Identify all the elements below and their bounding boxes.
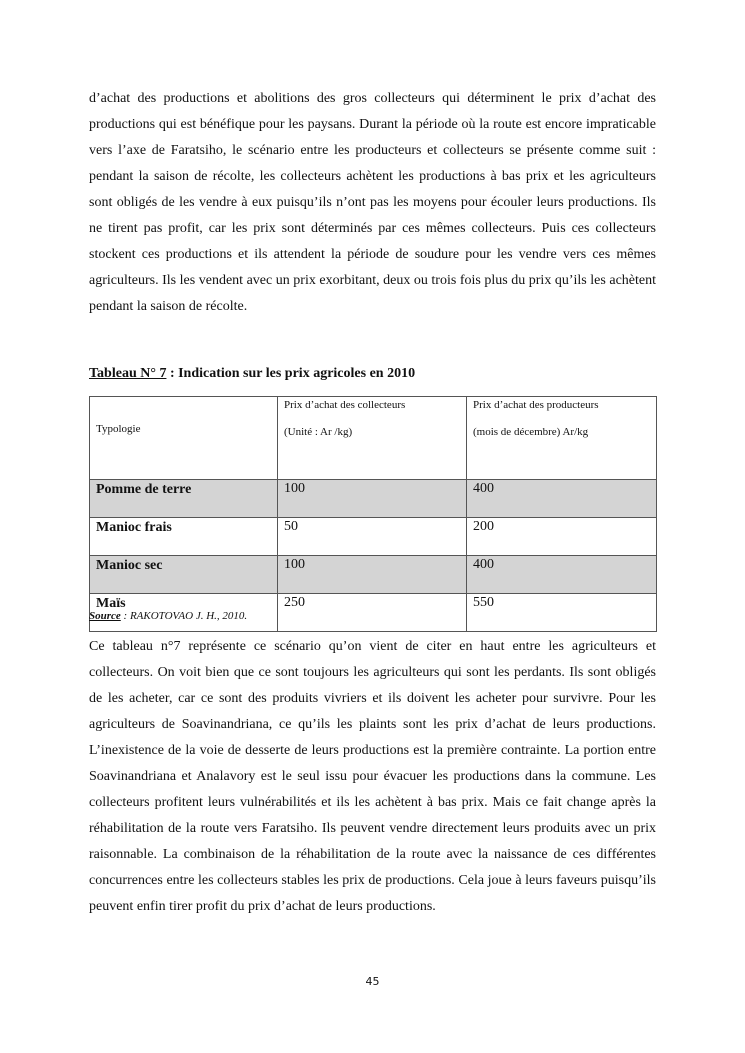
header-producers-line2: (mois de décembre) Ar/kg (473, 426, 589, 438)
table-row (90, 518, 657, 556)
source-text: : RAKOTOVAO J. H., 2010. (120, 610, 248, 622)
row-label: Maïs (90, 594, 278, 632)
table-source (89, 610, 247, 622)
table-caption-number: Tableau N° 7 (89, 366, 167, 381)
row-producers-price: 400 (467, 556, 657, 594)
table-header-row (90, 397, 657, 480)
table-caption-title: : Indication sur les prix agricoles en 2010 (166, 366, 416, 381)
row-collectors-price: 50 (278, 518, 467, 556)
row-collectors-price: 100 (278, 480, 467, 518)
table-caption (89, 366, 415, 382)
table-row (90, 556, 657, 594)
header-producers-price (467, 397, 657, 480)
header-producers-line1: Prix d’achat des producteurs (473, 399, 599, 411)
body-paragraph-2: Ce tableau n°7 représente ce scénario qu’on vient de citer en haut entre les agriculteurs et collecteurs. On voit bien que ce sont toujours les agriculteurs qui sont les perdants. Ils sont obligés de les acheter, car ce sont des produits vivriers et ils doivent les acheter pour survivre. Pour les agriculteurs de Soavinandriana, ce qu’ils les plaints sont les prix d’achat de leurs productions. L’inexistence de la voie de desserte de leurs productions est la première contrainte. La portion entre Soavinandriana et Analavory est le seul issu pour évacuer les productions dans la commune. Les collecteurs profitent leurs vulnérabilités et ils les achètent à bas prix. Mais ce fait change après la réhabilitation de la route vers Faratsiho. Ils peuvent vendre directement leurs produits avec un prix raisonnable. La combinaison de la réhabilitation de la route avec la naissance de ces différentes concurrences entre les collecteurs stables les prix de productions. Cela joue à leurs faveurs puisqu’ils peuvent enfin tirer profit du prix d’achat de leurs productions. (89, 639, 656, 914)
body-paragraph-1: d’achat des productions et abolitions des gros collecteurs qui déterminent le prix d’achat des productions qui est bénéfique pour les paysans. Durant la période où la route est encore impraticable vers l’axe de Faratsiho, le scénario entre les producteurs et collecteurs se présente comme suit : pendant la saison de récolte, les collecteurs achètent les productions à bas prix et les agriculteurs sont obligés de les vendre à eux puisqu’ils n’ont pas les moyens pour écouler leurs productions. Ils ne tirent pas profit, car les prix sont déterminés par ces mêmes collecteurs. Puis ces collecteurs stockent ces productions et ils attendent la période de soudure pour les vendre vers ces mêmes agriculteurs. Ils les vendent avec un prix exorbitant, deux ou trois fois plus du prix qu’ils les achètent pendant la saison de récolte. (89, 91, 656, 314)
row-producers-price: 550 (467, 594, 657, 632)
price-table (89, 396, 657, 632)
header-collectors-line1: Prix d’achat des collecteurs (284, 399, 406, 411)
row-collectors-price: 100 (278, 556, 467, 594)
source-label: Source (89, 610, 121, 622)
header-collectors-line2: (Unité : Ar /kg) (284, 426, 353, 438)
page-number: 45 (365, 975, 380, 988)
row-producers-price: 200 (467, 518, 657, 556)
table-row (90, 480, 657, 518)
row-collectors-price: 250 (278, 594, 467, 632)
row-producers-price: 400 (467, 480, 657, 518)
row-label: Manioc sec (90, 556, 278, 594)
row-label: Pomme de terre (90, 480, 278, 518)
row-label: Manioc frais (90, 518, 278, 556)
header-collectors-price (278, 397, 467, 480)
header-typology: Typologie (90, 397, 278, 480)
